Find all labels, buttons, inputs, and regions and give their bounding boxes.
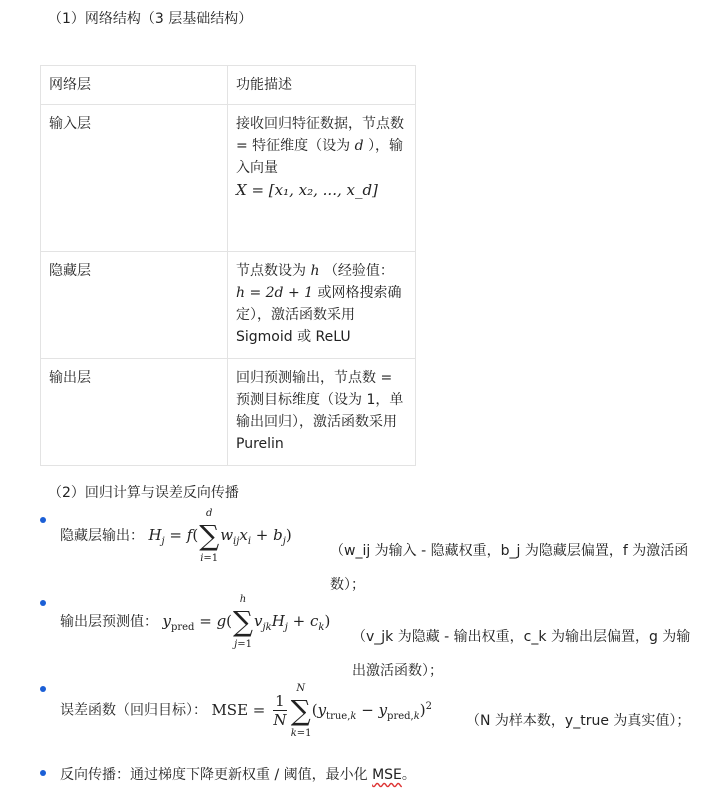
math-h: h <box>310 263 320 279</box>
table-cell-desc: 接收回归特征数据，节点数 = 特征维度（设为 d ），输入向量 X = [x₁, x₂, ..., x_d] <box>228 105 416 252</box>
table-row <box>41 252 416 359</box>
bullet-dot <box>40 686 46 692</box>
bullet-dot <box>40 600 46 606</box>
section2-heading: （2）回归计算与误差反向传播 <box>48 485 239 501</box>
math-input-vector: X = [x₁, x₂, ..., x_d] <box>236 181 378 199</box>
bullet-dot <box>40 517 46 523</box>
table-cell-layer: 输出层 <box>41 359 228 466</box>
formula-output-prediction: $y_{pred} = g$( h ∑ j=1 $v_{jk}H_j + c_k$) <box>162 594 331 650</box>
formula-mse: MSE = $\frac{1}{N}$ N ∑ k=1 $(y_{true,k} - y_{pred,k})^2$ <box>211 682 433 739</box>
math-h-formula: h = 2d + 1 <box>236 285 314 301</box>
table-row <box>41 105 416 252</box>
note-hidden-output: （w_ij 为输入 - 隐藏权重，b_j 为隐藏层偏置，f 为激活函数）； <box>330 543 689 593</box>
bullet-dot <box>40 770 46 776</box>
list-item-hidden-output: 隐藏层输出： $H_j = f$( d ∑ i=1 $w_{ij}x_i + b_j$) <box>60 508 292 564</box>
math-d: d <box>354 138 364 154</box>
table-row <box>41 359 416 466</box>
table-cell-desc: 回归预测输出，节点数 = 预测目标维度（设为 1，单输出回归），激活函数采用 Purelin <box>228 359 416 466</box>
table-header-desc: 功能描述 <box>228 66 416 105</box>
list-item-backprop: 反向传播：通过梯度下降更新权重 / 阈值，最小化 MSE。 <box>60 767 416 783</box>
table-header-row <box>41 66 416 105</box>
table-header-layer: 网络层 <box>41 66 228 105</box>
mse-wavy-text: MSE <box>372 767 402 783</box>
note-output-prediction: （v_jk 为隐藏 - 输出权重，c_k 为输出层偏置，g 为输出激活函数）； <box>352 629 691 679</box>
formula-hidden-output: $H_j = f$( d ∑ i=1 $w_{ij}x_i + b_j$) <box>148 508 292 564</box>
table-cell-layer: 隐藏层 <box>41 252 228 359</box>
table-cell-desc: 节点数设为 h （经验值： h = 2d + 1 或网格搜索确定），激活函数采用 Sigmoid 或 ReLU <box>228 252 416 359</box>
network-structure-table <box>40 65 416 466</box>
note-error-function: （N 为样本数，y_true 为真实值）； <box>466 713 691 729</box>
list-item-output-prediction: 输出层预测值： $y_{pred} = g$( h ∑ j=1 $v_{jk}H_j + c_k$) <box>60 594 331 650</box>
table-cell-layer: 输入层 <box>41 105 228 252</box>
section1-heading: （1）网络结构（3 层基础结构） <box>48 11 253 27</box>
list-item-error-function: 误差函数（回归目标）： MSE = $\frac{1}{N}$ N ∑ k=1 $(y_{true,k} - y_{pred,k})^2$ <box>60 682 433 739</box>
